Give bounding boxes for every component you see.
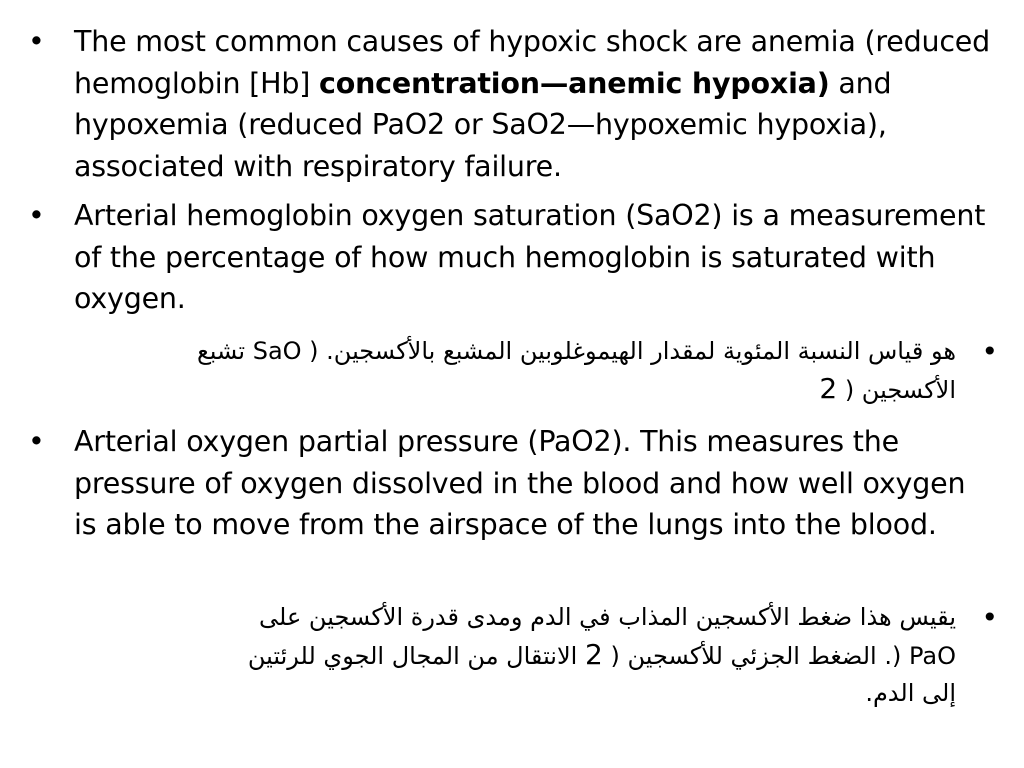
bullet-sao2-arabic <box>26 333 998 409</box>
bullet-text-part: The most common causes of hypoxic shock are anemia (reduced hemoglobin [Hb] <box>74 25 991 100</box>
bullet-text-part: and hypoxemia (reduced PaO2 or SaO2—hypoxemic hypoxia), associated with respiratory failure. <box>74 66 892 183</box>
bullet-pao2-definition <box>28 421 994 546</box>
arabic-line-1: هو قياس النسبة المئوية لمقدار الهيموغلوبين المشبع بالأكسجين. ( SaO تشبع <box>196 337 956 365</box>
arabic-line-2-b: الضغط الجزئي للأكسجين ( <box>610 642 877 670</box>
bullet-pao2-arabic <box>26 599 998 712</box>
bullet-text: Arterial hemoglobin oxygen saturation (SaO2) is a measurement of the percentage of how much hemoglobin is saturated with oxygen. <box>74 199 986 315</box>
bullet-icon: • <box>28 425 45 458</box>
arabic-line-2-number: 2 <box>584 638 603 671</box>
bullet-text: Arterial oxygen partial pressure (PaO2). This measures the pressure of oxygen dissolved in the blood and how well oxygen is able to move from the airspace of the lungs into the blood. <box>74 425 966 541</box>
arabic-line-2-number: 2 <box>819 372 838 405</box>
arabic-line-2-a: PaO (. <box>884 642 956 670</box>
bullet-hypoxic-shock-causes <box>28 21 994 187</box>
arabic-line-2-text: الأكسجين ( <box>844 376 956 404</box>
arabic-line-2 <box>26 370 956 409</box>
arabic-line-1: يقيس هذا ضغط الأكسجين المذاب في الدم ومدى قدرة الأكسجين على <box>259 603 956 631</box>
bullet-text-bold: concentration—anemic hypoxia) <box>319 66 830 100</box>
bullet-sao2-definition <box>28 195 994 320</box>
arabic-line-2-c: الانتقال من المجال الجوي للرئتين <box>247 642 578 670</box>
bullet-icon: • <box>981 601 998 634</box>
arabic-line-2 <box>26 636 956 675</box>
bullet-icon: • <box>28 199 45 232</box>
arabic-line-3: إلى الدم. <box>865 679 956 707</box>
bullet-icon: • <box>28 25 45 58</box>
bullet-icon: • <box>981 335 998 368</box>
